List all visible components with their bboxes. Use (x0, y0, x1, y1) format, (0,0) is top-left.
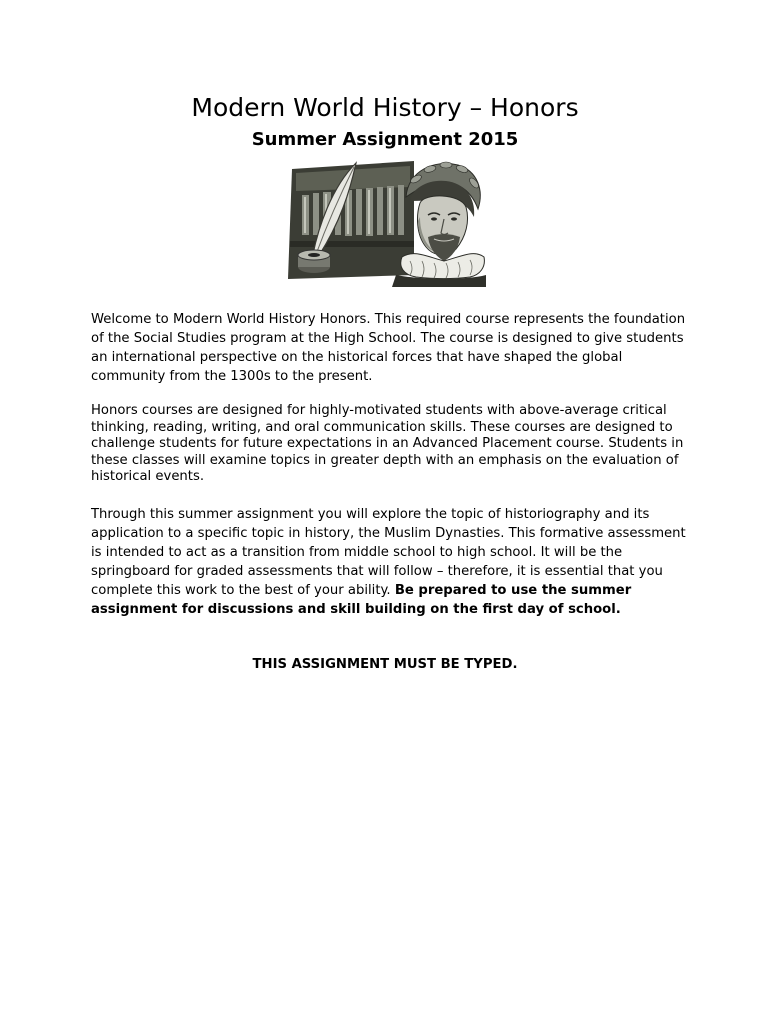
scholar-with-quill-illustration (284, 157, 486, 287)
paragraph-summer-assignment-text: Through this summer assignment you will explore the topic of historiography and its application to a specific topic in history, the Muslim Dynasties. This formative assessment is intended to act as a transition from middle school to high school. It will be the springboard for graded assessments that will follow – therefore, it is essential that you complete this work to the best of your ability. (91, 507, 686, 598)
paragraph-honors-courses: Honors courses are designed for highly-motivated students with above-average critical thinking, reading, writing, and oral communication skills. These courses are designed to challenge students for future expectations in an Advanced Placement course. Students in these classes will examine topics in greater depth with an emphasis on the evaluation of historical events. (91, 403, 684, 485)
document-subtitle: Summer Assignment 2015 (251, 129, 519, 150)
paragraph-summer-assignment (91, 505, 686, 619)
typed-assignment-notice: THIS ASSIGNMENT MUST BE TYPED. (252, 657, 518, 672)
paragraph-welcome: Welcome to Modern World History Honors. This required course represents the foundation of the Social Studies program at the High School. The course is designed to give students an international perspective on the historical forces that have shaped the global community from the 1300s to the present. (91, 312, 686, 384)
paragraph-summer-assignment-emphasis: Be prepared to use the summer assignment for discussions and skill building on the first day of school. (91, 583, 632, 617)
document-title: Modern World History – Honors (191, 93, 579, 122)
